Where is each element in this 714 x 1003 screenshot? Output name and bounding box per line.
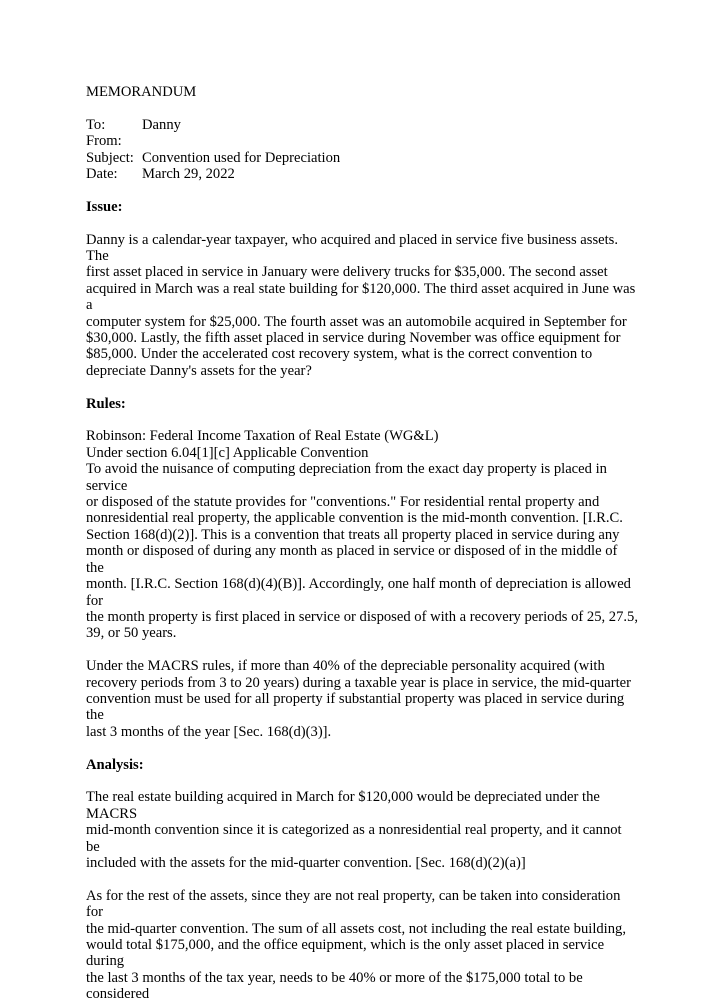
text-line: Under the MACRS rules, if more than 40% of the depreciable personality acquired (with (86, 658, 605, 675)
header-value: Convention used for Depreciation (142, 149, 341, 166)
text-line: month or disposed of during any month as placed in service or disposed of in the middle of the (86, 543, 618, 576)
text-line: nonresidential real property, the applicable convention is the mid-month convention. [I.R.C. (86, 510, 623, 527)
text-line: the last 3 months of the tax year, needs to be 40% or more of the $175,000 total to be considered (86, 969, 583, 1003)
analysis-paragraph-1 (86, 789, 638, 871)
issue-heading: Issue: (86, 198, 123, 215)
header-label: To: (86, 116, 106, 133)
text-line: To avoid the nuisance of computing depreciation from the exact day property is placed in service (86, 461, 607, 494)
text-line: computer system for $25,000. The fourth asset was an automobile acquired in September for (86, 313, 627, 330)
memo-header-to (86, 117, 638, 133)
text-line: month. [I.R.C. Section 168(d)(4)(B)]. Accordingly, one half month of depreciation is allowed for (86, 576, 631, 609)
header-value (142, 133, 638, 149)
text-line: As for the rest of the assets, since they are not real property, can be taken into consideration for (86, 887, 621, 921)
header-value: Danny (142, 116, 181, 133)
header-value: March 29, 2022 (142, 166, 235, 183)
analysis-heading: Analysis: (86, 756, 144, 773)
rules-paragraph-1 (86, 461, 638, 641)
header-label: Subject: (86, 149, 134, 166)
rules-paragraph-2 (86, 658, 638, 740)
text-line: Under section 6.04[1][c] Applicable Convention (86, 444, 369, 461)
issue-paragraph (86, 232, 638, 380)
text-line: would total $175,000, and the office equipment, which is the only asset placed in service during (86, 936, 605, 970)
text-line: included with the assets for the mid-quarter convention. [Sec. 168(d)(2)(a)] (86, 854, 526, 871)
text-line: $30,000. Lastly, the fifth asset placed in service during November was office equipment for (86, 330, 621, 347)
memo-title: MEMORANDUM (86, 84, 197, 100)
text-line: acquired in March was a real state building for $120,000. The third asset acquired in June was a (86, 280, 636, 314)
text-line: recovery periods from 3 to 20 years) during a taxable year is place in service, the mid-quarter (86, 674, 632, 691)
memo-body (86, 84, 638, 1003)
text-line: Section 168(d)(2)]. This is a convention that treats all property placed in service during any (86, 526, 620, 543)
text-line: or disposed of the statute provides for "conventions." For residential rental property and (86, 494, 600, 511)
text-line: depreciate Danny's assets for the year? (86, 362, 312, 379)
text-line: the mid-quarter convention. The sum of all assets cost, not including the real estate building, (86, 920, 626, 937)
memo-header-from (86, 133, 638, 149)
rules-heading: Rules: (86, 395, 126, 412)
text-line: Danny is a calendar-year taxpayer, who acquired and placed in service five business assets. The (86, 231, 618, 265)
text-line: convention must be used for all property if substantial property was placed in service during the (86, 690, 625, 724)
text-line: last 3 months of the year [Sec. 168(d)(3)]. (86, 723, 332, 740)
analysis-paragraph-2 (86, 888, 638, 1003)
memo-header-date (86, 166, 638, 182)
text-line: the month property is first placed in service or disposed of with a recovery periods of 25, 27.5, (86, 608, 638, 625)
text-line: first asset placed in service in January were delivery trucks for $35,000. The second asset (86, 264, 608, 281)
memo-header-subject (86, 150, 638, 166)
text-line: 39, or 50 years. (86, 625, 177, 642)
text-line: The real estate building acquired in March for $120,000 would be depreciated under the MACRS (86, 789, 600, 822)
memo-header-block (86, 117, 638, 183)
text-line: $85,000. Under the accelerated cost recovery system, what is the correct convention to (86, 346, 593, 363)
rules-source (86, 428, 638, 461)
header-label: From: (86, 133, 122, 150)
header-label: Date: (86, 166, 118, 183)
text-line: mid-month convention since it is categorized as a nonresidential real property, and it cannot be (86, 822, 622, 855)
text-line: Robinson: Federal Income Taxation of Real Estate (WG&L) (86, 428, 439, 445)
